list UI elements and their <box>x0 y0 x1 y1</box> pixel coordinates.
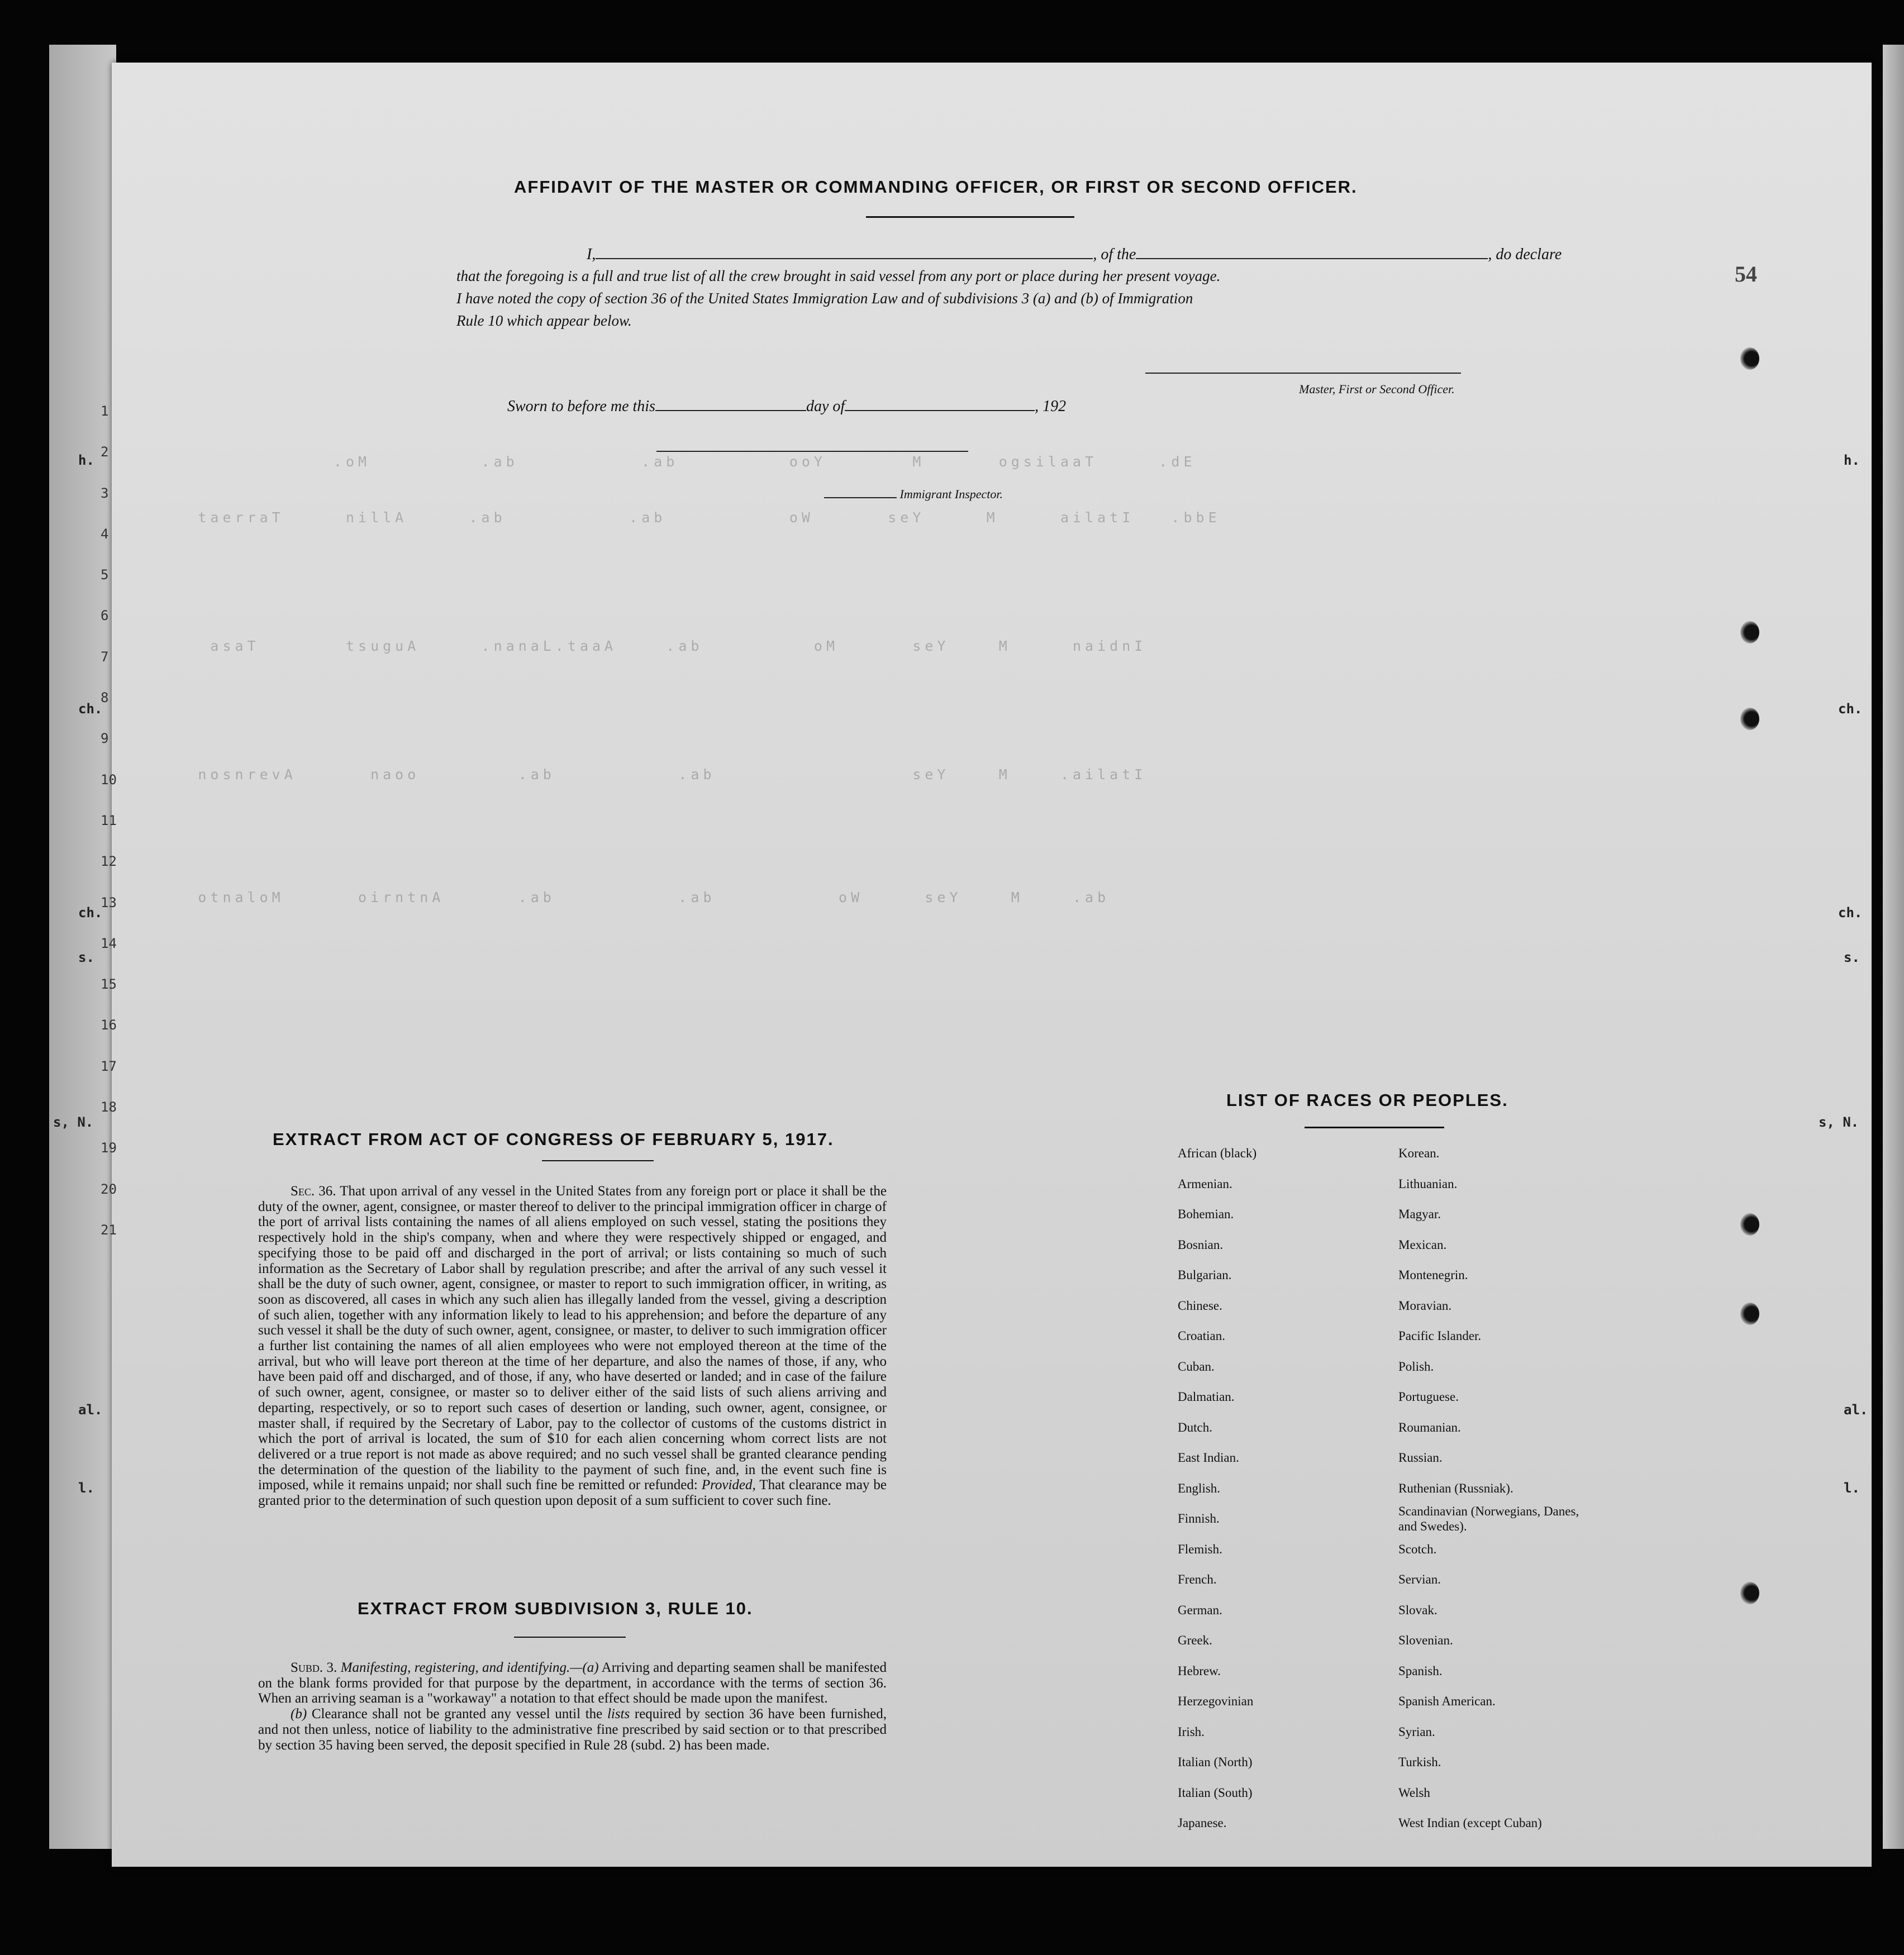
sworn-year: , 192 <box>1035 398 1067 415</box>
bleed-text-right: s. <box>1844 950 1860 965</box>
row-number: 14 <box>101 935 117 951</box>
race-item: West Indian (except Cuban) <box>1398 1816 1542 1830</box>
row-number: 18 <box>101 1099 117 1115</box>
para-b-marker: (b) <box>291 1706 307 1722</box>
race-item: Lithuanian. <box>1398 1176 1458 1191</box>
master-signature-label: Master, First or Second Officer. <box>1299 382 1455 396</box>
bleed-text-left: ch. <box>78 701 103 717</box>
affidavit-line: I have noted the copy of section 36 of the United States Immigration Law and of subdivisions 3 (a) and (b) of Immigration <box>456 290 1193 307</box>
sworn-line <box>507 398 1066 416</box>
race-item: Syrian. <box>1398 1724 1435 1739</box>
race-item: Russian. <box>1398 1451 1443 1465</box>
bleed-text-left: l. <box>78 1480 94 1496</box>
row-number: 6 <box>101 608 109 624</box>
title-rule <box>866 216 1074 218</box>
bleed-text-right: h. <box>1844 452 1860 468</box>
race-item: Scandinavian (Norwegians, Danes, and Swedes). <box>1398 1504 1579 1533</box>
bleed-text-right: ch. <box>1838 905 1863 921</box>
race-item: Montenegrin. <box>1398 1268 1468 1282</box>
punch-hole <box>1740 621 1759 643</box>
day-of-label: day of <box>806 398 845 415</box>
section-36-body: That upon arrival of any vessel in the United States from any foreign port or place it shall be the duty of the owner, agent, consignee, or master thereof to deliver to the principal immigration officer in charge of the port of arrival lists containing the names of all aliens employed on such vessel, stating the positions they respectively hold in the ship's company, when and where they were respectively shipped or engaged, and specifying those to be paid off and discharged in the port of arrival; or lists containing so much of such information as the Secretary of Labor shall by regulation prescribe; and after the arrival of any such vessel it shall be the duty of such owner, agent, consignee, or master to report to such immigration officer, in writing, as soon as discovered, all cases in which any such alien has illegally landed from the vessel, giving a description of such alien, together with any information likely to lead to his apprehension; and before the departure of any such vessel it shall be the duty of such owner, agent, consignee, or master, to deliver to such immigration officer a further list containing the names of all alien employees who were not employed thereon at the time of the arrival, but who will leave port thereon at the time of her departure, and also the names of those, if any, who have been paid off and discharged, and of those, if any, who have deserted or landed; and in case of the failure of such owner, agent, consignee, or master so to deliver either of the said lists of such aliens arriving and departing, respectively, or so to report such cases of desertion or landing, such owner, agent, consignee, or master shall, if required by the Secretary of Labor, pay to the collector of customs of the customs district in which the port of arrival is located, the sum of $10 for each alien concerning whom correct lists are not delivered or a true report is not made as above required; and no such vessel shall be granted clearance pending the determination of the question of the liability to the payment of such fine, and, in the event such fine is imposed, while it remains unpaid; nor shall such fine be remitted or refunded: <box>258 1184 887 1493</box>
act-extract-title: EXTRACT FROM ACT OF CONGRESS OF FEBRUARY 5, 1917. <box>273 1129 834 1149</box>
race-item: Pacific Islander. <box>1398 1329 1482 1343</box>
race-item: Ruthenian (Russniak). <box>1398 1481 1513 1495</box>
race-item: Portuguese. <box>1398 1390 1459 1404</box>
race-item: Turkish. <box>1398 1755 1441 1769</box>
inspector-dash <box>824 490 897 498</box>
bleed-text-left: s, N. <box>53 1114 94 1130</box>
rule-extract-title: EXTRACT FROM SUBDIVISION 3, RULE 10. <box>358 1599 753 1618</box>
ghost-typing: otnaloM oirntnA .ab .ab oW seY M .ab <box>112 889 1110 905</box>
para-b-lists: lists <box>607 1706 630 1722</box>
section-36-label: Sec. 36. <box>291 1184 336 1199</box>
race-item: Slovenian. <box>1398 1633 1453 1647</box>
race-item: Cuban. <box>1178 1359 1215 1374</box>
bleed-text-right: s, N. <box>1819 1114 1859 1130</box>
page-number-mark: 54 <box>1735 261 1757 287</box>
of-the-label: , of the <box>1093 246 1136 263</box>
affidavit-line: that the foregoing is a full and true list of all the crew brought in said vessel from any port or place during her present voyage. <box>456 268 1221 284</box>
row-number: 12 <box>101 853 117 870</box>
declarant-line <box>587 246 1562 264</box>
section-36-tail: That clearance may be granted prior to the determination of such question upon deposit of a sum sufficient to cover such fine. <box>258 1477 887 1509</box>
inspector-signature-line <box>656 451 968 452</box>
declarant-prefix: I, <box>587 246 596 263</box>
row-number: 5 <box>101 567 109 583</box>
section-36-text <box>258 1184 887 1509</box>
punch-hole <box>1740 347 1759 370</box>
paragraph-b <box>258 1706 887 1753</box>
race-item: Japanese. <box>1178 1816 1227 1830</box>
race-item: Irish. <box>1178 1724 1205 1739</box>
ghost-typing: asaT tsuguA .nanaL.taaA .ab oM seY M naidnI <box>112 638 1147 654</box>
race-item: Spanish American. <box>1398 1694 1496 1708</box>
subdivision-3-text <box>258 1660 887 1753</box>
race-item: Servian. <box>1398 1572 1441 1586</box>
bleed-text-right: l. <box>1844 1480 1860 1496</box>
sworn-day-blank <box>655 398 806 411</box>
para-b-text-1: Clearance shall not be granted any vessel until the <box>311 1706 603 1722</box>
race-item: Dalmatian. <box>1178 1390 1235 1404</box>
race-item: Scotch. <box>1398 1542 1437 1556</box>
race-item: Bosnian. <box>1178 1237 1224 1252</box>
para-a-marker: —(a) <box>570 1660 599 1675</box>
inspector-label <box>824 487 1003 502</box>
row-number: 15 <box>101 976 117 993</box>
race-item: French. <box>1178 1572 1217 1586</box>
declarant-name-blank <box>596 246 1093 259</box>
row-number: 2 <box>101 444 109 460</box>
race-item: Spanish. <box>1398 1663 1443 1678</box>
races-title-rule <box>1305 1127 1444 1128</box>
inspector-label-text: Immigrant Inspector. <box>899 487 1003 501</box>
row-number: 21 <box>101 1222 117 1238</box>
race-item: German. <box>1178 1603 1222 1617</box>
affidavit-line: Rule 10 which appear below. <box>456 312 632 329</box>
race-item: Hebrew. <box>1178 1663 1221 1678</box>
row-number: 7 <box>101 649 109 665</box>
row-number: 9 <box>101 731 109 747</box>
ghost-typing: .oM .ab .ab ooY M ogsilaaT .dE <box>112 454 1196 470</box>
race-item: Polish. <box>1398 1359 1434 1374</box>
affidavit-title: AFFIDAVIT OF THE MASTER OR COMMANDING OFFICER, OR FIRST OR SECOND OFFICER. <box>514 177 1358 197</box>
race-item: Magyar. <box>1398 1207 1441 1221</box>
rule-title-rule <box>514 1637 626 1638</box>
adjacent-page-right <box>1883 45 1904 1849</box>
bleed-text-left: h. <box>78 452 94 468</box>
ghost-typing: taerraT nillA .ab .ab oW seY M ailatI .bbE <box>112 509 1221 526</box>
subd-label: Subd. 3. <box>291 1660 337 1675</box>
race-item: Italian (South) <box>1178 1785 1253 1800</box>
punch-hole <box>1740 708 1759 730</box>
row-number: 3 <box>101 485 109 501</box>
bleed-text-right: al. <box>1844 1402 1868 1418</box>
race-item: Moravian. <box>1398 1298 1452 1313</box>
document-sheet <box>112 63 1872 1867</box>
bleed-text-left: ch. <box>78 905 103 921</box>
row-number: 20 <box>101 1181 117 1197</box>
punch-hole <box>1740 1303 1759 1325</box>
race-item: Bulgarian. <box>1178 1268 1232 1282</box>
races-column-2 <box>1398 1138 1583 1839</box>
row-numbers <box>101 391 117 1251</box>
row-number: 4 <box>101 526 109 542</box>
bleed-text-left: s. <box>78 950 94 965</box>
master-signature-line <box>1145 373 1461 374</box>
race-item: Chinese. <box>1178 1298 1222 1313</box>
race-item: Mexican. <box>1398 1237 1447 1252</box>
row-number: 11 <box>101 812 117 828</box>
race-item: Italian (North) <box>1178 1755 1253 1769</box>
sworn-month-blank <box>845 398 1035 411</box>
row-number: 1 <box>101 403 109 419</box>
race-item: Welsh <box>1398 1785 1430 1800</box>
subd-heading: Manifesting, registering, and identifying. <box>340 1660 570 1675</box>
race-item: Armenian. <box>1178 1176 1232 1191</box>
race-item: Slovak. <box>1398 1603 1437 1617</box>
punch-hole <box>1740 1582 1759 1604</box>
race-item: Bohemian. <box>1178 1207 1234 1221</box>
race-item: Finnish. <box>1178 1511 1220 1525</box>
provided-word: Provided, <box>701 1477 756 1493</box>
row-number: 8 <box>101 690 109 706</box>
race-item: African (black) <box>1178 1146 1257 1160</box>
race-item: Roumanian. <box>1398 1420 1461 1434</box>
race-item: East Indian. <box>1178 1451 1239 1465</box>
sworn-prefix: Sworn to before me this <box>507 398 655 415</box>
punch-hole <box>1740 1213 1759 1236</box>
races-column-1 <box>1178 1138 1256 1839</box>
row-number: 16 <box>101 1017 117 1033</box>
bleed-text-left: al. <box>78 1402 103 1418</box>
races-title: LIST OF RACES OR PEOPLES. <box>1226 1090 1508 1110</box>
ghost-typing: nosnrevA naoo .ab .ab seY M .ailatI <box>112 766 1147 783</box>
para-a-text: Arriving and departing seamen shall be manifested on the blank forms provided for that purpose by the department, in accordance with the terms of section 36. When an arriving seaman is a "workaway" a notation to that effect should be made upon the manifest. <box>258 1660 887 1706</box>
race-item: Croatian. <box>1178 1329 1225 1343</box>
bleed-text-right: ch. <box>1838 701 1863 717</box>
vessel-name-blank <box>1136 246 1488 259</box>
row-number: 17 <box>101 1058 117 1074</box>
race-item: Flemish. <box>1178 1542 1222 1556</box>
row-number: 13 <box>101 894 117 910</box>
race-item: Dutch. <box>1178 1420 1212 1434</box>
row-number: 10 <box>101 771 117 788</box>
declare-label: , do declare <box>1488 246 1562 263</box>
race-item: Korean. <box>1398 1146 1440 1160</box>
race-item: Greek. <box>1178 1633 1212 1647</box>
act-title-rule <box>542 1160 654 1161</box>
race-item: English. <box>1178 1481 1221 1495</box>
race-item: Herzegovinian <box>1178 1694 1254 1708</box>
row-number: 19 <box>101 1140 117 1156</box>
paragraph-a <box>258 1660 887 1706</box>
para-b-text-2: required by section 36 have been furnished, and not then unless, notice of liability to the administrative fine prescribed by said section or to that prescribed by section 35 having been served, the deposit specified in Rule 28 (subd. 2) has been made. <box>258 1706 887 1753</box>
